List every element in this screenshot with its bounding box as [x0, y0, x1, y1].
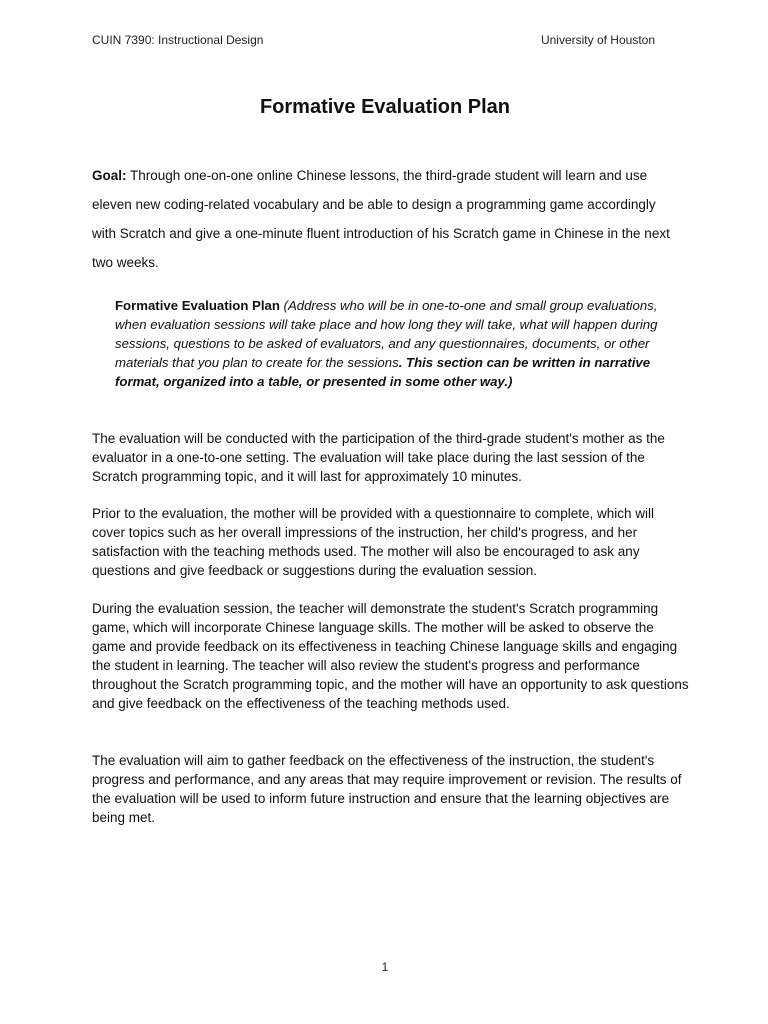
goal-section [92, 161, 682, 277]
paragraph-2: Prior to the evaluation, the mother will be provided with a questionnaire to complete, which will cover topics such as her overall impressions of the instruction, her child's progress, and her satisfaction with the teaching methods used. The mother will also be encouraged to ask any questions and give feedback or suggestions during the evaluation session. [92, 506, 655, 578]
header-course: CUIN 7390: Instructional Design [92, 33, 264, 47]
page-number: 1 [381, 960, 389, 974]
paragraph-4: The evaluation will aim to gather feedback on the effectiveness of the instruction, the student's progress and performance, and any areas that may require improvement or revision. The results of the evaluation will be used to inform future instruction and ensure that the learning objectives are being met. [92, 753, 682, 825]
page-title: Formative Evaluation Plan [259, 96, 511, 118]
plan-bold-italic-text: . This section can be written in narrative format, organized into a table, or presented in some other way.) [115, 355, 651, 389]
plan-instructions [115, 296, 690, 391]
header-university: University of Houston [540, 33, 655, 47]
plan-lead: Formative Evaluation Plan [115, 298, 280, 313]
paragraph-1: The evaluation will be conducted with the participation of the third-grade student's mother as the evaluator in a one-to-one setting. The evaluation will take place during the last session of the Scratch programming topic, and it will last for approximately 10 minutes. [92, 431, 665, 484]
goal-text: Through one-on-one online Chinese lessons, the third-grade student will learn and use eleven new coding-related vocabulary and be able to design a programming game accordingly with Scratch and give a one-minute fluent introduction of his Scratch game in Chinese in the next two weeks. [92, 168, 670, 270]
paragraph-3: During the evaluation session, the teacher will demonstrate the student's Scratch programming game, which will incorporate Chinese language skills. The mother will be asked to observe the game and provide feedback on its effectiveness in teaching Chinese language skills and engaging the student in learning. The teacher will also review the student's progress and performance throughout the Scratch programming topic, and the mother will have an opportunity to ask questions and give feedback on the effectiveness of the teaching methods used. [92, 601, 689, 711]
plan-italic-text: (Address who will be in one-to-one and small group evaluations, when evaluation sessions will take place and how long they will take, what will happen during sessions, questions to be asked of evaluators, and any questionnaires, documents, or other materials that you plan to create for the sessions [115, 298, 658, 370]
goal-label: Goal: [92, 168, 127, 183]
